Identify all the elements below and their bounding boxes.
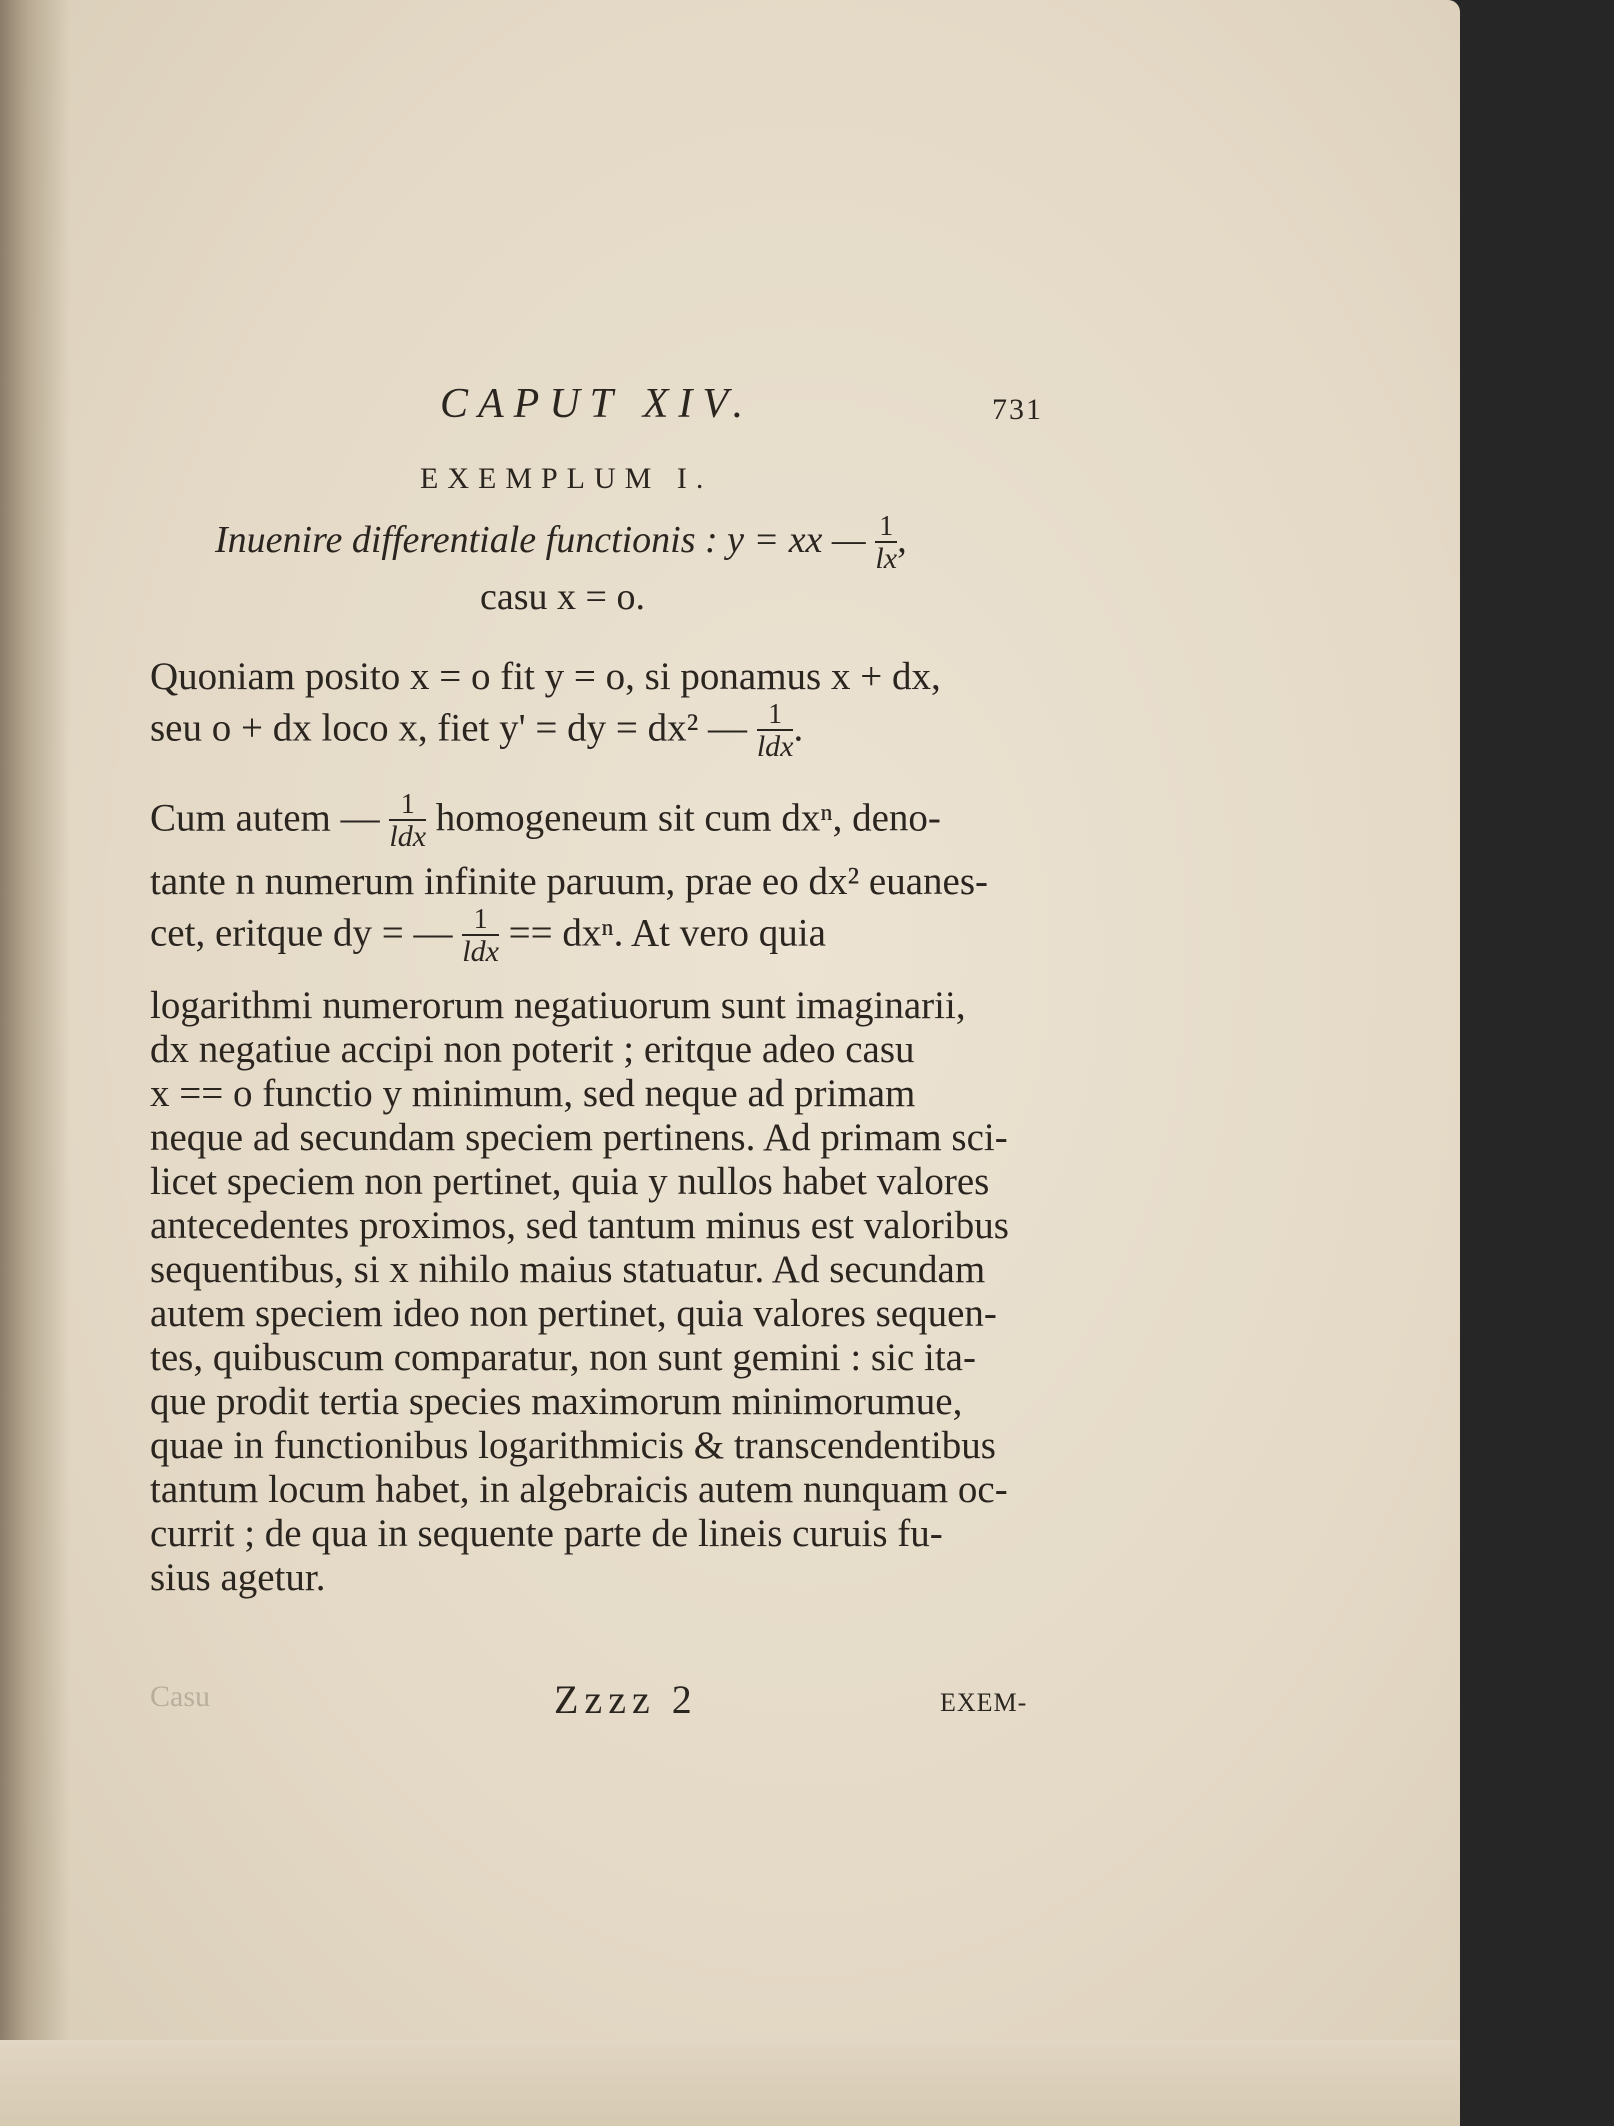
body-line: sius agetur.	[150, 1556, 326, 1599]
body-line: x == o functio y minimum, sed neque ad primam	[150, 1072, 916, 1115]
body-line: tante n numerum infinite paruum, prae eo dx² euanes-	[150, 860, 988, 903]
bleed-through-text: Casu	[150, 1680, 210, 1713]
body-line-text: Cum autem —	[150, 796, 380, 840]
body-line: antecedentes proximos, sed tantum minus est valoribus	[150, 1204, 1009, 1247]
fraction-denominator: lx	[875, 542, 898, 576]
page-number: 731	[992, 393, 1043, 426]
fraction-numerator: 1	[389, 790, 426, 821]
body-line: dx negatiue accipi non poterit ; eritque adeo casu	[150, 1028, 915, 1071]
body-line: seu o + dx loco x, fiet y' = dy = dx² — $\frac{1}{\text{ldx}}$ .	[150, 699, 804, 764]
gutter-shadow	[0, 0, 70, 2126]
body-line: tantum locum habet, in algebraicis autem nunquam oc-	[150, 1468, 1008, 1511]
proposition-fraction	[875, 512, 897, 575]
body-line-text: == dxⁿ. At vero quia	[508, 911, 826, 955]
body-line: currit ; de qua in sequente parte de lineis curuis fu-	[150, 1512, 943, 1555]
body-line: neque ad secundam speciem pertinens. Ad primam sci-	[150, 1116, 1008, 1159]
fraction-denominator: ldx	[389, 820, 427, 854]
fraction-denominator: ldx	[756, 730, 794, 764]
body-line: autem speciem ideo non pertinet, quia valores sequen-	[150, 1292, 997, 1335]
proposition-text: Inuenire differentiale functionis : y = xx —	[215, 519, 866, 562]
inline-fraction	[462, 905, 499, 968]
body-line-text: seu o + dx loco x, fiet y' = dy = dx² —	[150, 706, 748, 750]
running-head: CAPUT XIV.	[440, 381, 754, 427]
signature-mark: Zzzz 2	[554, 1677, 698, 1722]
body-line: logarithmi numerorum negatiuorum sunt imaginarii,	[150, 984, 966, 1027]
body-line: Quoniam posito x = o fit y = o, si ponamus x + dx,	[150, 655, 941, 698]
fraction-numerator: 1	[462, 905, 499, 936]
fraction-numerator: 1	[875, 512, 897, 543]
fraction-denominator: ldx	[462, 935, 499, 969]
body-line-text: homogeneum sit cum dxⁿ, deno-	[435, 796, 941, 840]
body-line: tes, quibuscum comparatur, non sunt gemini : sic ita-	[150, 1336, 976, 1379]
page-bottom-edge	[0, 2040, 1460, 2126]
fraction-numerator: 1	[757, 700, 794, 731]
example-proposition: Inuenire differentiale functionis : y = xx — $\frac{1}{lx}$ ,	[215, 511, 907, 576]
inline-fraction	[389, 790, 426, 853]
body-line: que prodit tertia species maximorum minimorumue,	[150, 1380, 963, 1423]
catchword: EXEM-	[940, 1688, 1028, 1717]
body-line: sequentibus, si x nihilo maius statuatur. Ad secundam	[150, 1248, 986, 1291]
inline-fraction	[757, 700, 794, 763]
body-line: licet speciem non pertinet, quia y nullos habet valores	[150, 1160, 990, 1203]
example-casu: casu x = o.	[480, 576, 645, 618]
example-title: EXEMPLUM I.	[420, 462, 713, 495]
body-line: quae in functionibus logarithmicis & transcendentibus	[150, 1424, 996, 1467]
body-line	[150, 905, 1050, 968]
body-line	[150, 790, 1050, 853]
body-line-text: cet, eritque dy = —	[150, 911, 453, 955]
